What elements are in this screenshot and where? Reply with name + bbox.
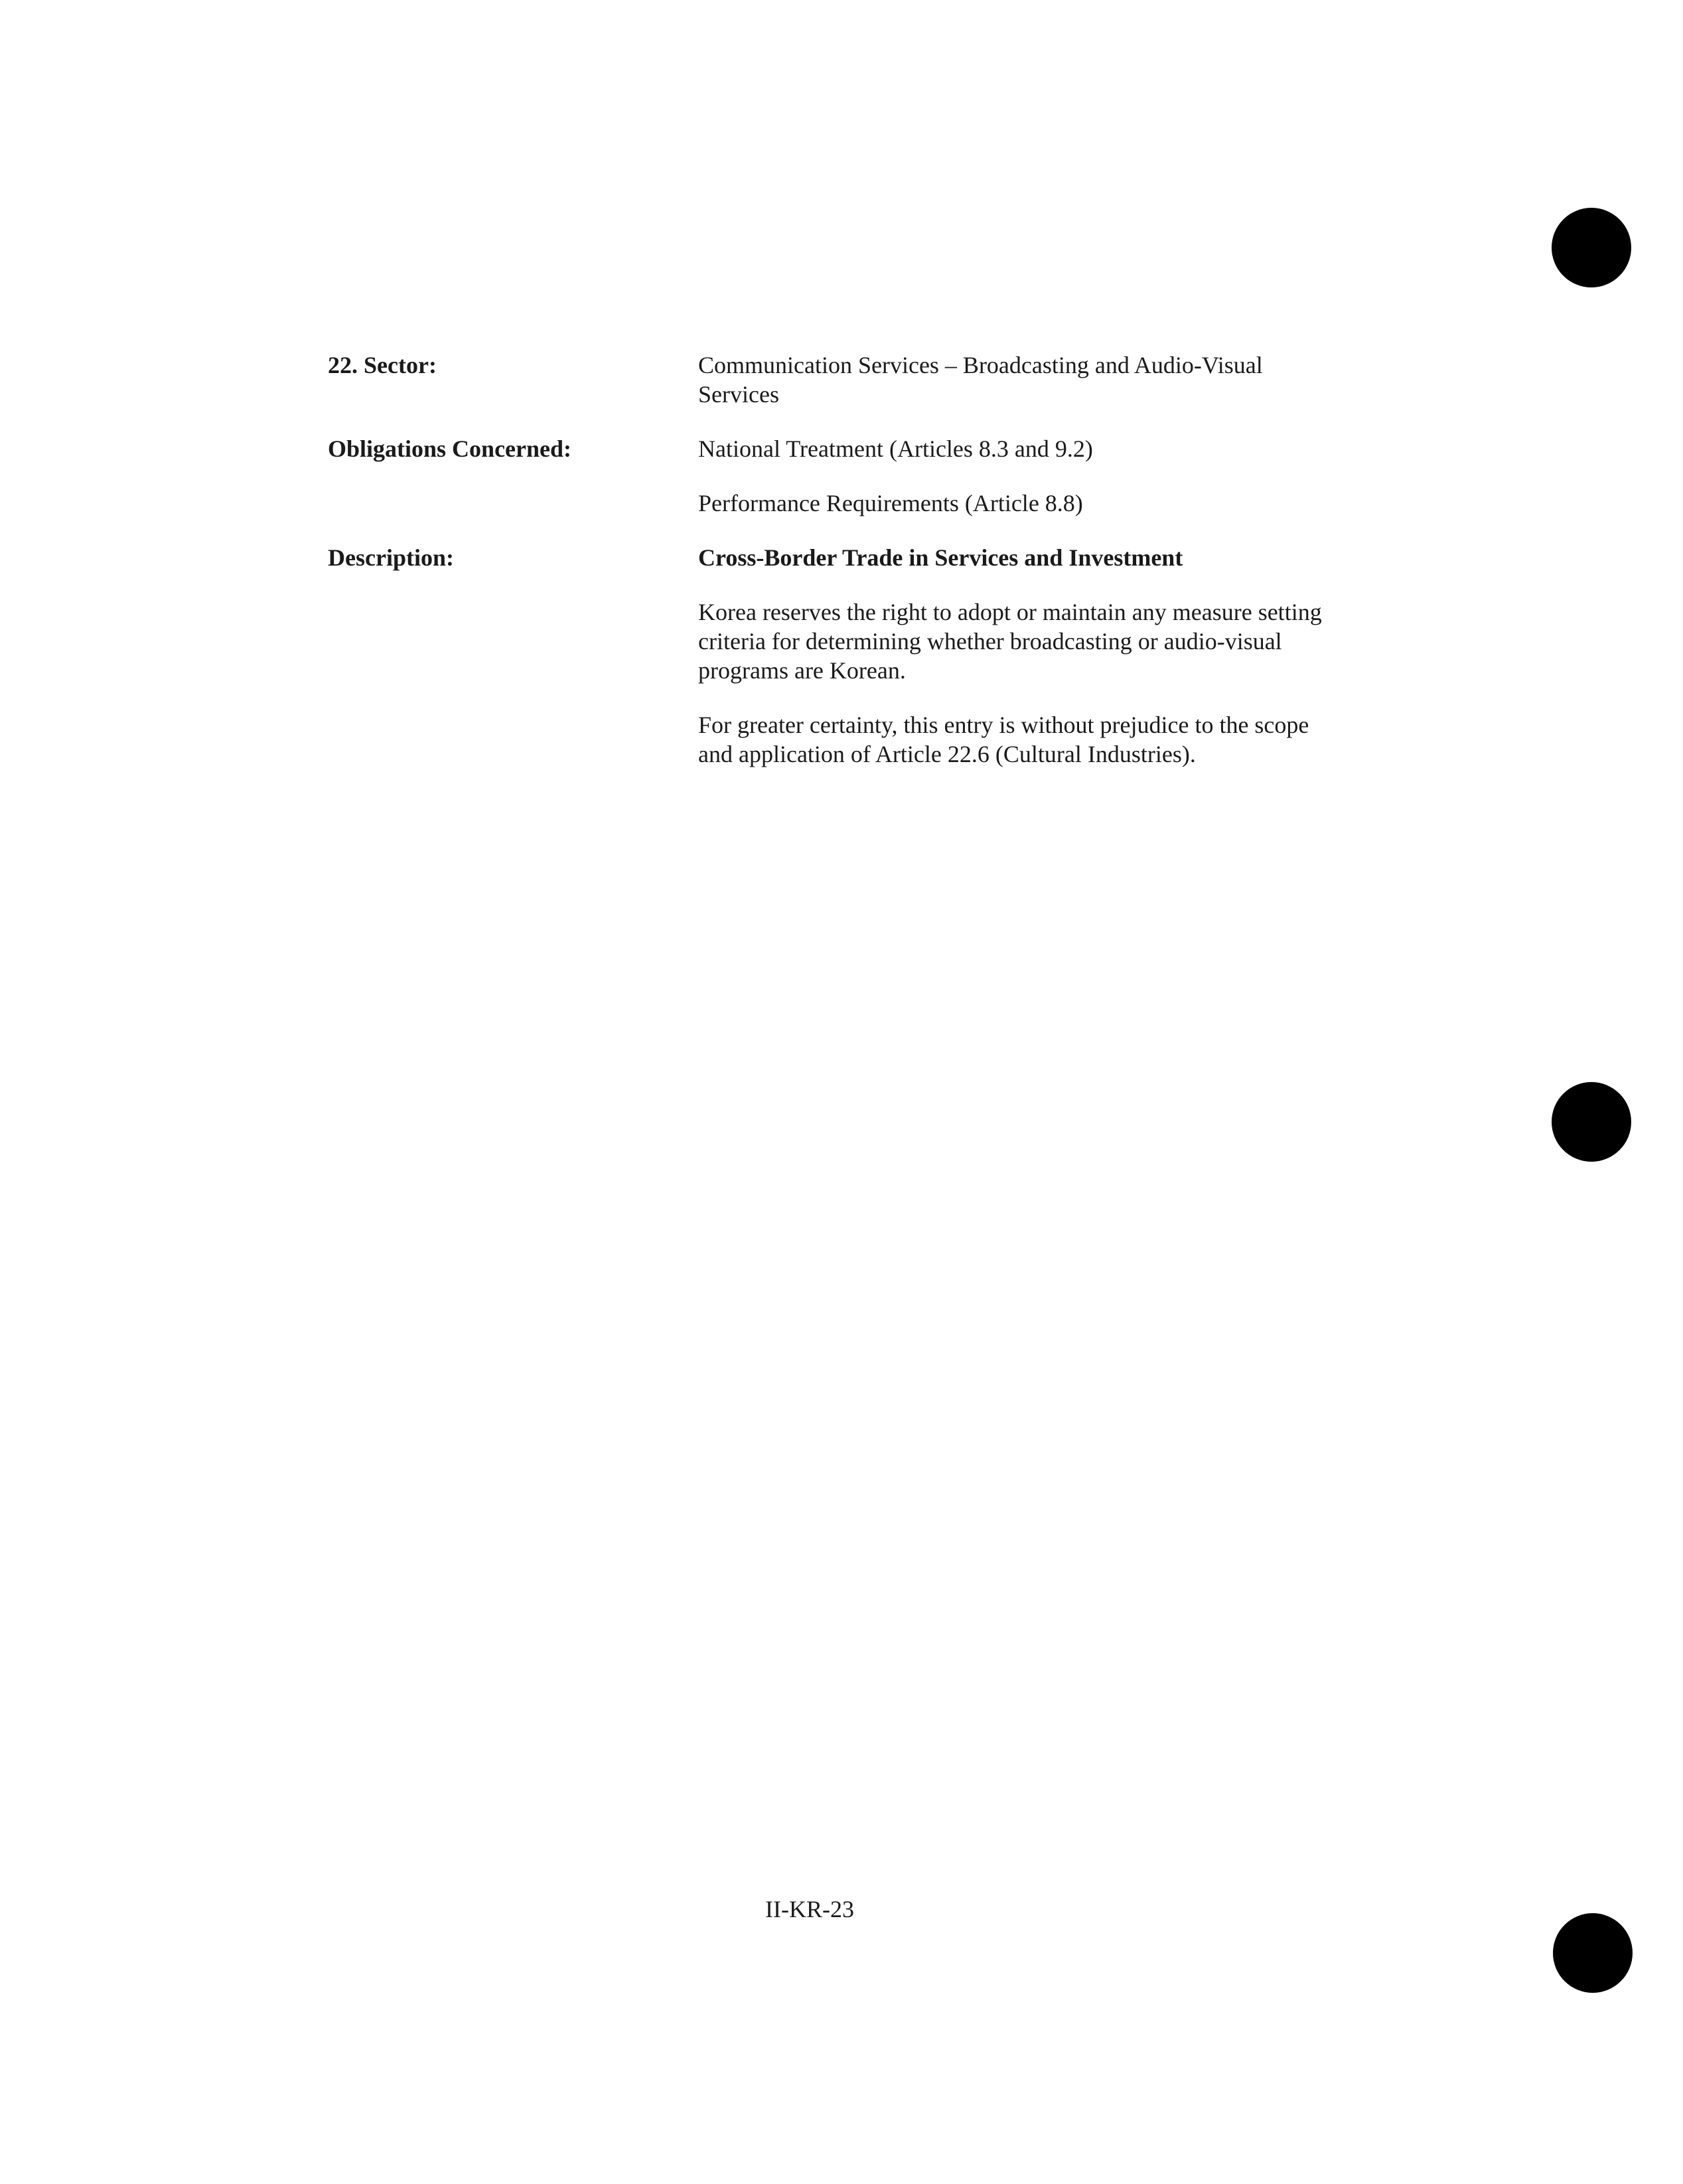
description-heading: Cross-Border Trade in Services and Investment [698,544,1183,571]
obligation-item: National Treatment (Articles 8.3 and 9.2) [698,435,1093,462]
punch-hole [1552,1082,1631,1162]
sector-value: Communication Services – Broadcasting and Audio-Visual Services [698,352,1263,408]
obligations-label: Obligations Concerned: [328,435,572,462]
obligation-item: Performance Requirements (Article 8.8) [698,490,1083,516]
punch-hole [1552,208,1631,287]
description-paragraph: For greater certainty, this entry is without prejudice to the scope and application of Article 22.6 (Cultural Industries). [698,712,1309,767]
description-label: Description: [328,544,454,571]
page-number: II-KR-23 [765,1896,854,1922]
description-paragraph: Korea reserves the right to adopt or maintain any measure setting criteria for determining whether broadcasting or audio-visual programs are Korean. [698,599,1322,684]
punch-hole [1553,1913,1633,1993]
sector-label: 22. Sector: [328,352,437,378]
